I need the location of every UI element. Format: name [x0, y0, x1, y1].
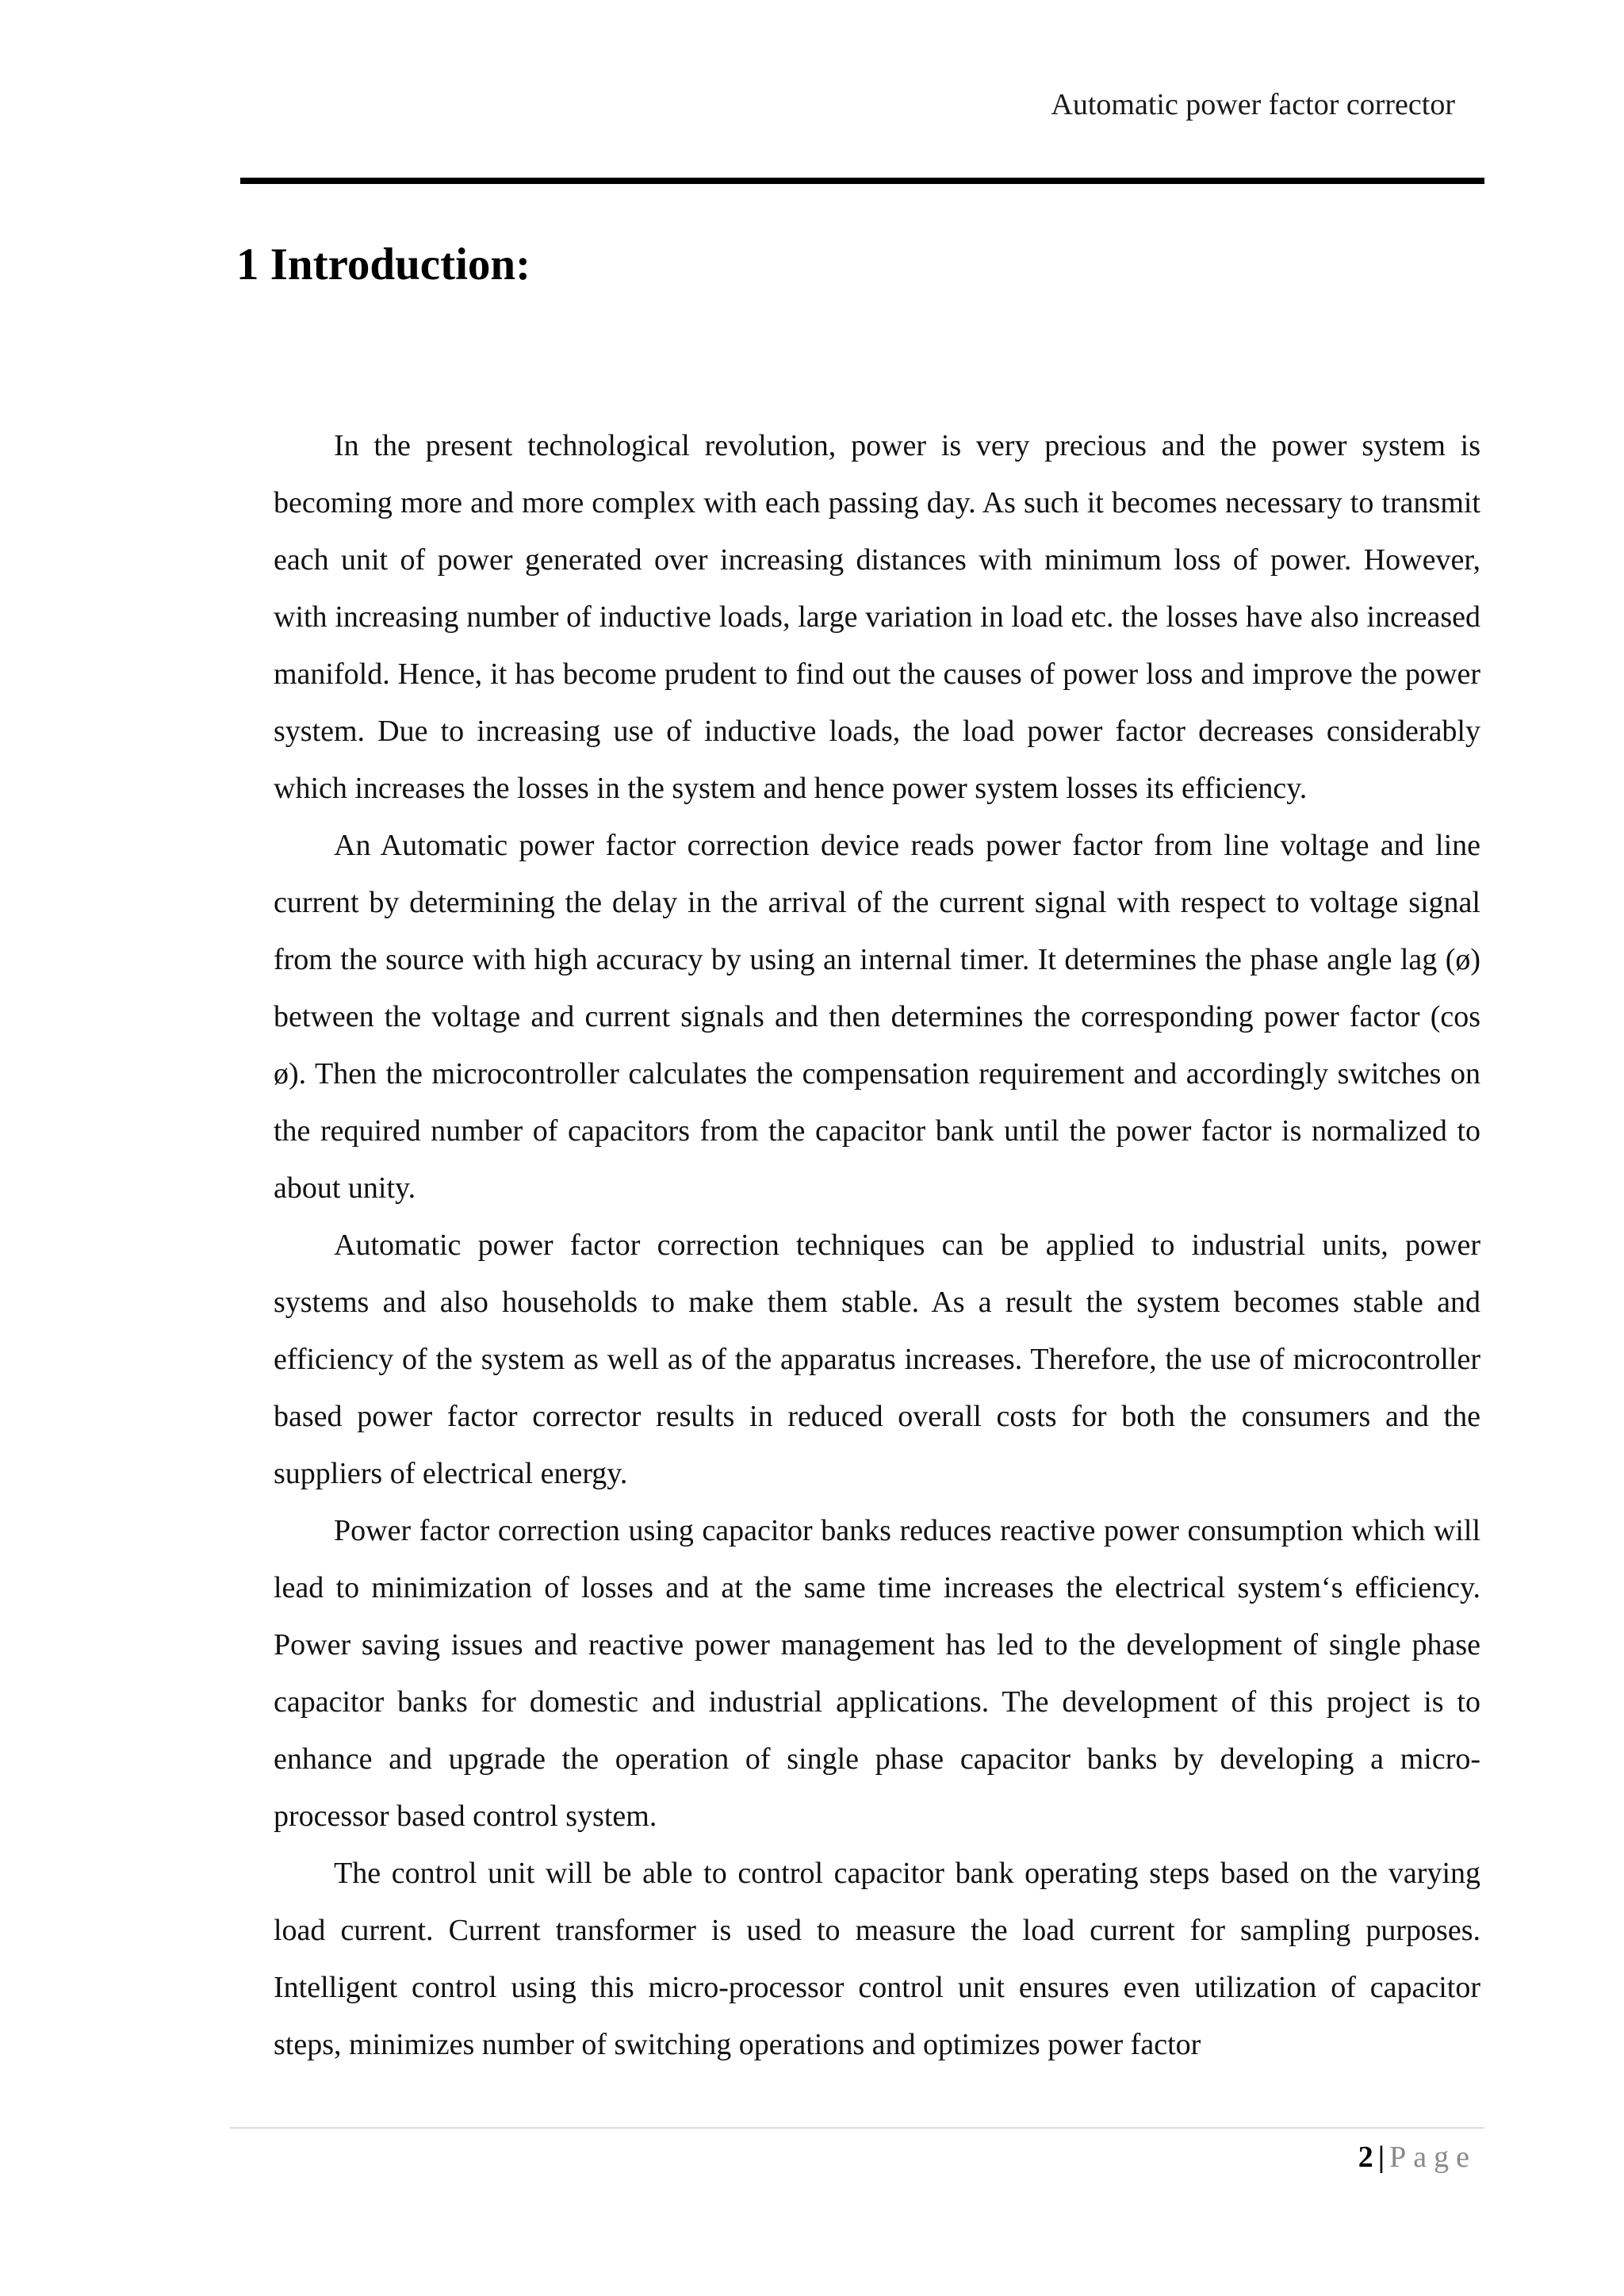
footer-separator: |	[1377, 2141, 1385, 2174]
page-footer	[1358, 2133, 1477, 2181]
page-label: Page	[1389, 2141, 1477, 2174]
paragraph-1: In the present technological revolution, power is very precious and the power system is becoming more and more complex with each passing day. As such it becomes necessary to transmit each unit of power generated over increasing distances with minimum loss of power. However, with increasing number of inductive loads, large variation in load etc. the losses have also increased manifold. Hence, it has become prudent to find out the causes of power loss and improve the power system. Due to increasing use of inductive loads, the load power factor decreases considerably which increases the losses in the system and hence power system losses its efficiency.	[274, 429, 1480, 805]
footer-rule	[230, 2127, 1484, 2129]
body-text	[274, 417, 1480, 2073]
running-header-title: Automatic power factor corrector	[1051, 88, 1455, 121]
paragraph-4: Power factor correction using capacitor banks reduces reactive power consumption which will lead to minimization of losses and at the same time increases the electrical system‘s efficiency. Power saving issues and reactive power management has led to the development of single phase capacitor banks for domestic and industrial applications. The development of this project is to enhance and upgrade the operation of single phase capacitor banks by developing a micro-processor based control system.	[274, 1514, 1480, 1833]
paragraph-2: An Automatic power factor correction device reads power factor from line voltage and line current by determining the delay in the arrival of the current signal with respect to voltage signal from the source with high accuracy by using an internal timer. It determines the phase angle lag (ø) between the voltage and current signals and then determines the corresponding power factor (cos ø). Then the microcontroller calculates the compensation requirement and accordingly switches on the required number of capacitors from the capacitor bank until the power factor is normalized to about unity.	[274, 829, 1480, 1205]
paragraph-5: The control unit will be able to control capacitor bank operating steps based on the varying load current. Current transformer is used to measure the load current for sampling purposes. Intelligent control using this micro-processor control unit ensures even utilization of capacitor steps, minimizes number of switching operations and optimizes power factor	[274, 1857, 1480, 2061]
paragraph-3: Automatic power factor correction techniques can be applied to industrial units, power systems and also households to make them stable. As a result the system becomes stable and efficiency of the system as well as of the apparatus increases. Therefore, the use of microcontroller based power factor corrector results in reduced overall costs for both the consumers and the suppliers of electrical energy.	[274, 1228, 1480, 1490]
page-number: 2	[1358, 2141, 1373, 2174]
header-rule	[240, 178, 1484, 184]
section-heading: 1 Introduction:	[236, 240, 531, 289]
